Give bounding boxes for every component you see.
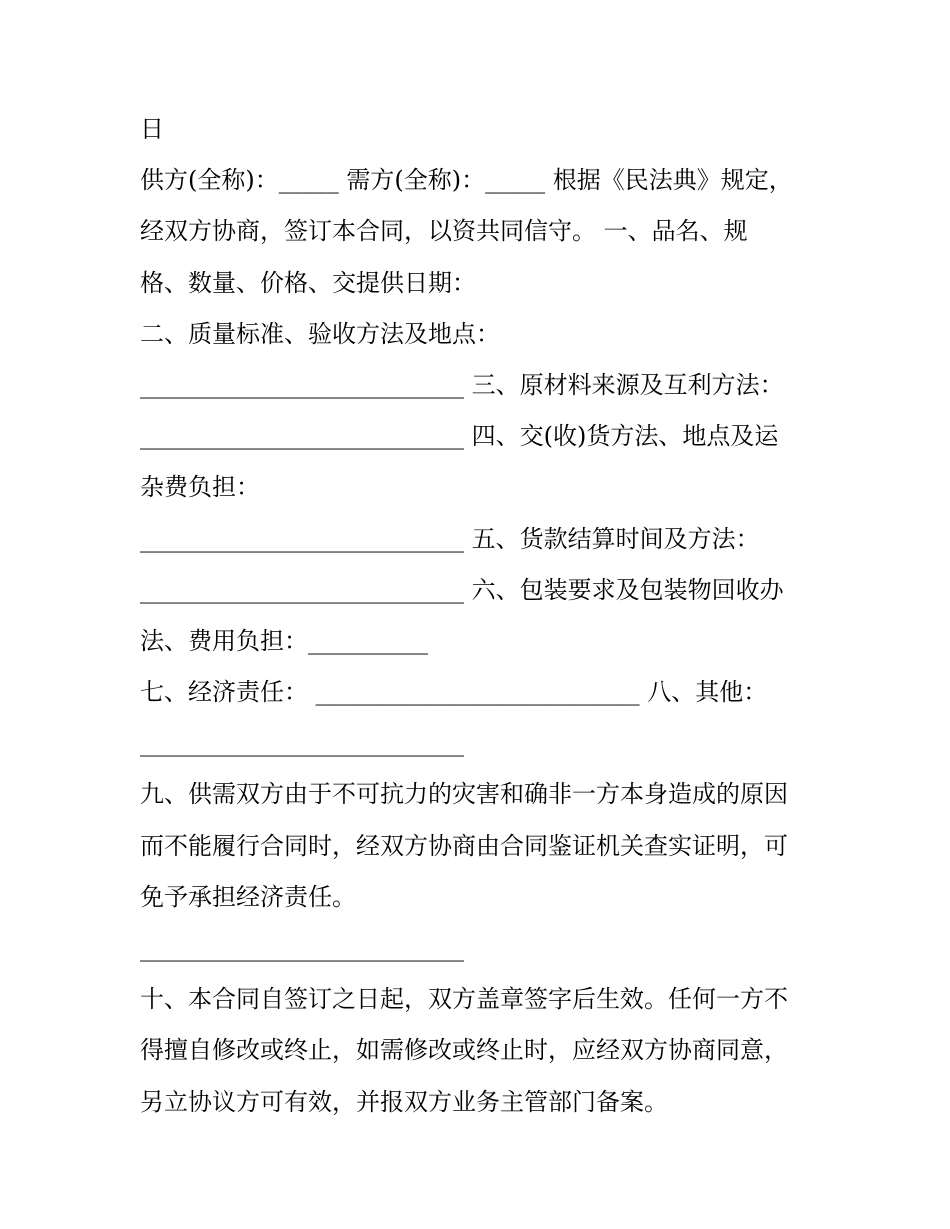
text-line-item-7-8: 七、经济责任： ___________________________ 八、其他： <box>140 678 768 707</box>
text-line-item-2: 二、质量标准、验收方法及地点： <box>140 319 500 348</box>
text-line-item-10-cont-1: 得擅自修改或终止，如需修改或终止时，应经双方协商同意， <box>140 1036 788 1065</box>
text-line-blank-1: ___________________________ <box>140 729 464 758</box>
text-line-date-tail: 日 <box>140 115 164 143</box>
text-line-agreement: 经双方协商，签订本合同，以资共同信守。 一、品名、规 <box>140 217 748 246</box>
text-line-item-3: ___________________________ 三、原材料来源及互利方法： <box>140 370 784 399</box>
text-line-item-4-cont: 杂费负担： <box>140 473 260 502</box>
text-line-item-1: 格、数量、价格、交提供日期： <box>140 268 476 297</box>
text-line-item-10: 十、本合同自签订之日起，双方盖章签字后生效。任何一方不 <box>140 985 788 1014</box>
text-line-parties: 供方(全称)：_____ 需方(全称)：_____ 根据《民法典》规定， <box>140 166 793 195</box>
text-line-item-6-cont: 法、费用负担：__________ <box>140 626 428 655</box>
text-line-item-10-cont-2: 另立协议方可有效，并报双方业务主管部门备案。 <box>140 1087 668 1116</box>
text-line-item-6: ___________________________ 六、包装要求及包装物回收办 <box>140 575 784 604</box>
text-line-item-9: 九、供需双方由于不可抗力的灾害和确非一方本身造成的原因 <box>140 780 788 809</box>
contract-text <box>140 104 820 1128</box>
text-line-item-4: ___________________________ 四、交(收)货方法、地点及运 <box>140 422 779 451</box>
text-line-blank-2: ___________________________ <box>140 934 464 962</box>
text-line-item-5: ___________________________ 五、货款结算时间及方法： <box>140 524 760 553</box>
text-line-item-9-cont-2: 免予承担经济责任。 <box>140 882 356 911</box>
text-line-item-9-cont-1: 而不能履行合同时，经双方协商由合同鉴证机关查实证明，可 <box>140 831 788 860</box>
